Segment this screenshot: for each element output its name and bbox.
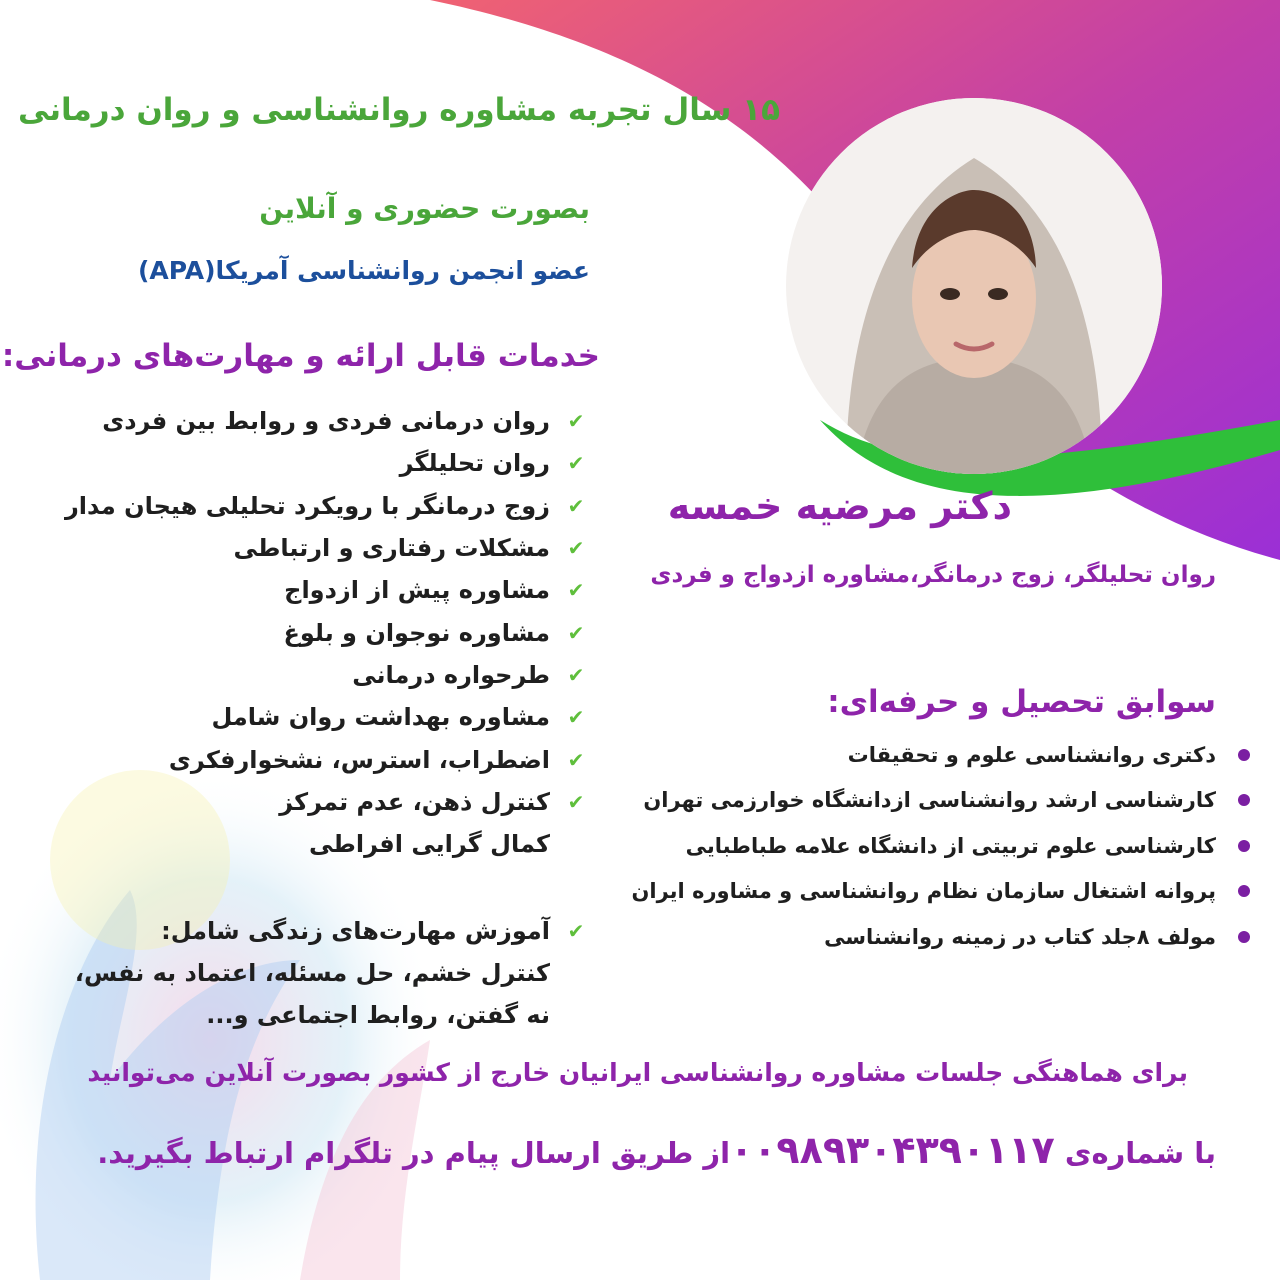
check-icon: ✔	[567, 451, 585, 476]
education-list	[631, 732, 1250, 960]
list-item: پروانه اشتغال سازمان نظام روانشناسی و مشاوره ایران	[631, 869, 1250, 915]
bullet-dot-icon	[1238, 840, 1250, 852]
membership-line: عضو انجمن روانشناسی آمریکا(APA)	[137, 256, 590, 285]
list-item: ✔ طرحواره درمانی	[65, 654, 592, 696]
doctor-subtitle: روان تحلیلگر، زوج درمانگر،مشاوره ازدواج و فردی	[650, 562, 1216, 588]
list-item: کنترل خشم، حل مسئله، اعتماد به نفس،	[74, 959, 550, 987]
bullet-dot-icon	[1238, 885, 1250, 897]
check-icon: ✔	[567, 662, 585, 687]
bullet-dot-icon	[1238, 931, 1250, 943]
check-icon: ✔	[567, 493, 585, 518]
portrait-photo	[786, 98, 1162, 474]
cta-line-2	[97, 1128, 1216, 1172]
list-item: ✔ مشاوره پیش از ازدواج	[65, 569, 592, 611]
list-item: نه گفتن، روابط اجتماعی و...	[206, 1001, 550, 1029]
services-list	[65, 400, 592, 865]
list-item: ✔ روان تحلیلگر	[65, 442, 592, 484]
list-item: کمال گرایی افراطی	[309, 830, 550, 859]
list-item: ✔ مشکلات رفتاری و ارتباطی	[65, 527, 592, 569]
list-item: کارشناسی ارشد روانشناسی ازدانشگاه خوارزمی تهران	[631, 778, 1250, 824]
doctor-name: دکتر مرضیه خمسه	[667, 484, 1012, 528]
check-icon: ✔	[567, 409, 585, 434]
list-item: ✔ روان درمانی فردی و روابط بین فردی	[65, 400, 592, 442]
services-title: خدمات قابل ارائه و مهارت‌های درمانی:	[1, 338, 600, 374]
portrait-illustration	[786, 98, 1162, 474]
bullet-dot-icon	[1238, 749, 1250, 761]
check-icon: ✔	[567, 919, 585, 943]
check-icon: ✔	[567, 578, 585, 603]
check-icon: ✔	[567, 536, 585, 561]
cta-suffix: از طریق ارسال پیام در تلگرام ارتباط بگیرید.	[97, 1136, 731, 1170]
list-item: دکتری روانشناسی علوم و تحقیقات	[631, 732, 1250, 778]
list-item: ✔ اضطراب، استرس، نشخوارفکری	[65, 738, 592, 780]
check-icon: ✔	[567, 705, 585, 730]
list-item: ✔ کنترل ذهن، عدم تمرکز	[65, 781, 592, 823]
phone-number[interactable]: ۰۰۹۸۹۳۰۴۳۹۰۱۱۷	[730, 1128, 1055, 1172]
bullet-dot-icon	[1238, 794, 1250, 806]
check-icon: ✔	[567, 747, 585, 772]
list-item: ✔ مشاوره نوجوان و بلوغ	[65, 611, 592, 653]
education-title: سوابق تحصیل و حرفه‌ای:	[827, 684, 1216, 720]
list-item: ✔ زوج درمانگر با رویکرد تحلیلی هیجان مدار	[65, 485, 592, 527]
cta-prefix: با شماره‌ی	[1064, 1136, 1216, 1170]
list-item: ✔ آموزش مهارت‌های زندگی شامل:	[75, 910, 592, 952]
list-item: کارشناسی علوم تربیتی از دانشگاه علامه طباطبایی	[631, 823, 1250, 869]
life-skills-block	[75, 910, 592, 1036]
list-item: ✔ مشاوره بهداشت روان شامل	[65, 696, 592, 738]
list-item: مولف ۸جلد کتاب در زمینه روانشناسی	[631, 914, 1250, 960]
headline: ۱۵ سال تجربه مشاوره روانشناسی و روان درمانی	[17, 92, 780, 128]
cta-line-1: برای هماهنگی جلسات مشاوره روانشناسی ایرانیان خارج از کشور بصورت آنلاین می‌توانید	[87, 1058, 1188, 1087]
check-icon: ✔	[567, 620, 585, 645]
check-icon: ✔	[567, 789, 585, 814]
subhead: بصورت حضوری و آنلاین	[259, 192, 590, 225]
